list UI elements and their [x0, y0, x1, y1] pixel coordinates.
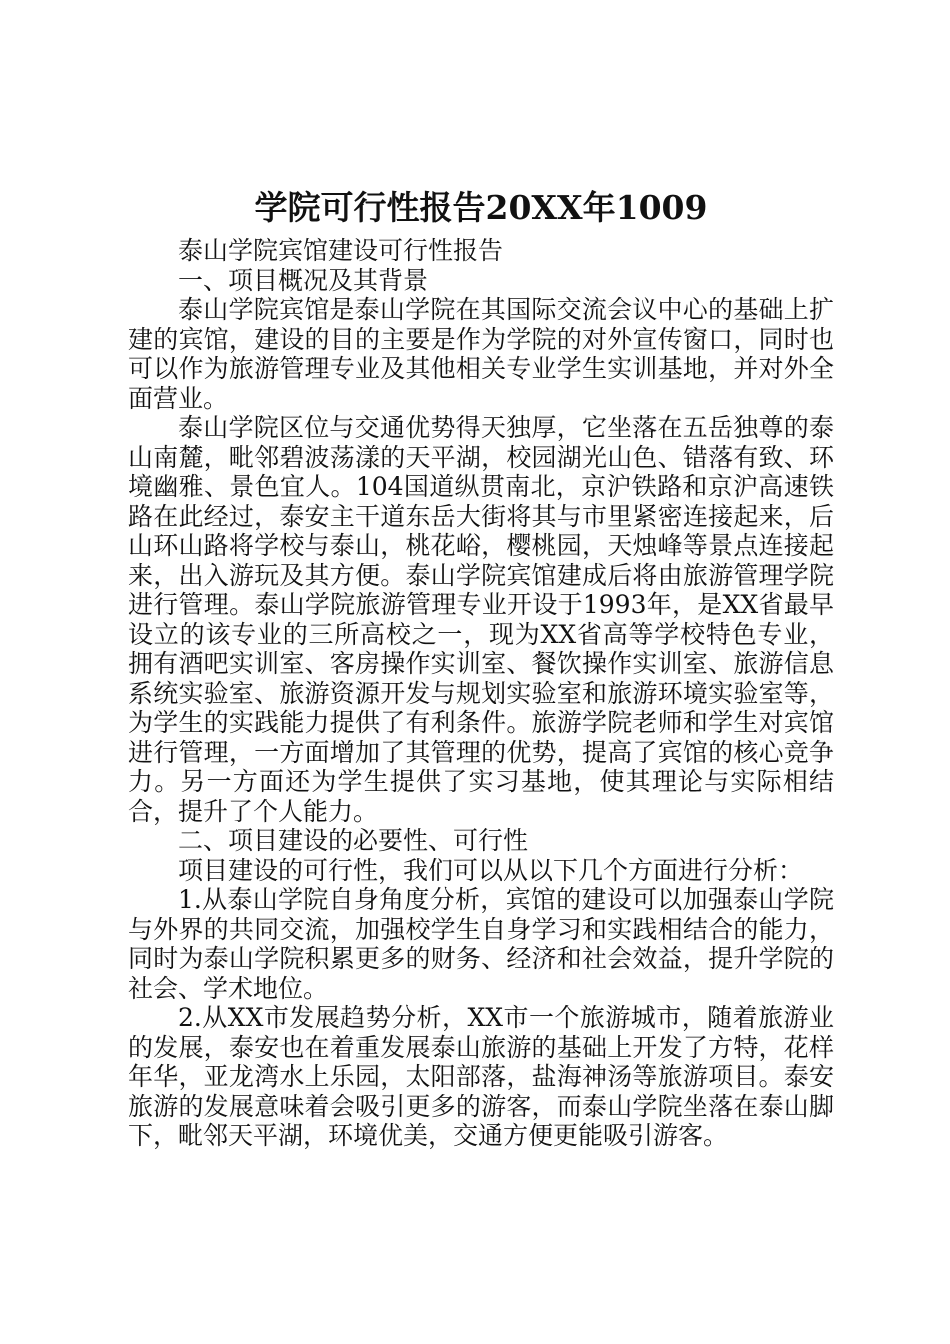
section-heading-1: 一、项目概况及其背景: [178, 265, 429, 295]
document-title: 学院可行性报告20XX年1009: [254, 188, 708, 227]
body-paragraph: 泰山学院区位与交通优势得天独厚，它坐落在五岳独尊的泰山南麓，毗邻碧波荡漾的天平湖，校园湖光山色、错落有致、环境幽雅、景色宜人。104国道纵贯南北，京沪铁路和京沪高速铁路在此经过，泰安主干道东岳大街将其与市里紧密连接起来，后山环山路将学校与泰山，桃花峪，樱桃园，天烛峰等景点连接起来，出入游玩及其方便。泰山学院宾馆建成后将由旅游管理学院进行管理。泰山学院旅游管理专业开设于1993年，是XX省最早设立的该专业的三所高校之一，现为XX省高等学校特色专业，拥有酒吧实训室、客房操作实训室、餐饮操作实训室、旅游信息系统实验室、旅游资源开发与规划实验室和旅游环境实验室等，为学生的实践能力提供了有利条件。旅游学院老师和学生对宾馆进行管理，一方面增加了其管理的优势，提高了宾馆的核心竞争力。另一方面还为学生提供了实习基地，使其理论与实际相结合，提升了个人能力。: [128, 413, 834, 826]
body-paragraph: 项目建设的可行性，我们可以从以下几个方面进行分析：: [178, 855, 804, 885]
document-page: [128, 186, 834, 1151]
section-heading-2: 二、项目建设的必要性、可行性: [178, 826, 529, 855]
report-subtitle: 泰山学院宾馆建设可行性报告: [178, 236, 504, 265]
body-paragraph: 1.从泰山学院自身角度分析，宾馆的建设可以加强泰山学院与外界的共同交流，加强校学生自身学习和实践相结合的能力，同时为泰山学院积累更多的财务、经济和社会效益，提升学院的社会、学术地位。: [128, 885, 834, 1003]
body-paragraph: 2.从XX市发展趋势分析，XX市一个旅游城市，随着旅游业的发展，泰安也在着重发展泰山旅游的基础上开发了方特，花样年华，亚龙湾水上乐园，太阳部落，盐海神汤等旅游项目。泰安旅游的发展意味着会吸引更多的游客，而泰山学院坐落在泰山脚下，毗邻天平湖，环境优美，交通方便更能吸引游客。: [128, 1003, 834, 1150]
body-paragraph: 泰山学院宾馆是泰山学院在其国际交流会议中心的基础上扩建的宾馆，建设的目的主要是作为学院的对外宣传窗口，同时也可以作为旅游管理专业及其他相关专业学生实训基地，并对外全面营业。: [128, 295, 834, 413]
